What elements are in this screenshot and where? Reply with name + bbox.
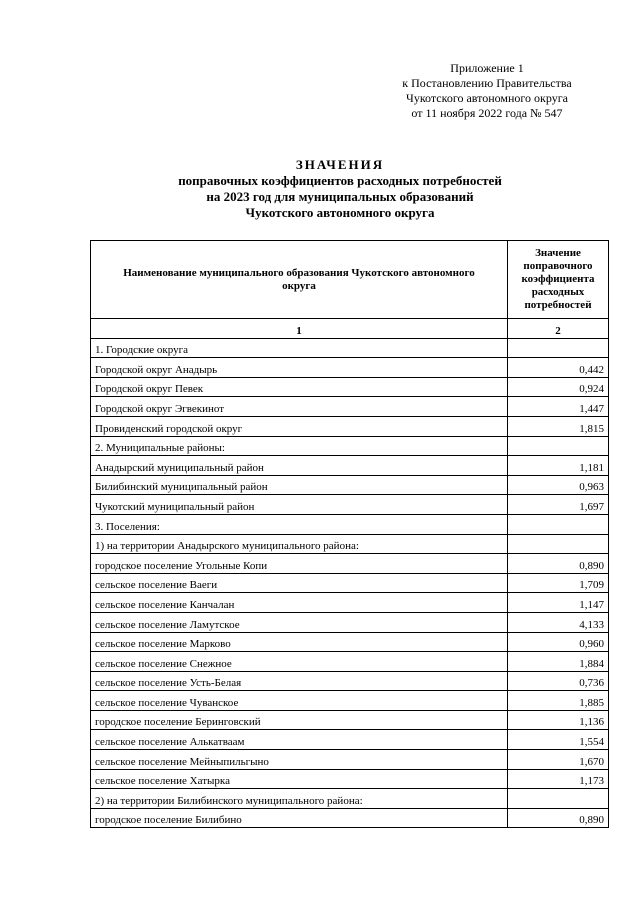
title-sub-2: на 2023 год для муниципальных образований [206, 189, 474, 204]
table-row [91, 612, 609, 632]
appendix-line-3: Чукотского автономного округа [406, 91, 568, 105]
row-value: 1,147 [508, 593, 609, 613]
row-name: городское поселение Беринговский [91, 710, 508, 730]
row-value [508, 514, 609, 534]
row-name: сельское поселение Канчалан [91, 593, 508, 613]
row-name: 3. Поселения: [91, 514, 508, 534]
row-name: Анадырский муниципальный район [91, 456, 508, 476]
row-value: 1,709 [508, 573, 609, 593]
row-value [508, 534, 609, 554]
row-name: 1. Городские округа [91, 338, 508, 358]
row-value: 1,173 [508, 769, 609, 789]
table-row [91, 769, 609, 789]
row-value: 0,960 [508, 632, 609, 652]
row-value: 0,924 [508, 377, 609, 397]
row-value: 1,670 [508, 750, 609, 770]
row-name: сельское поселение Марково [91, 632, 508, 652]
header-value-cell: Значение поправочного коэффициента расходных потребностей [508, 241, 609, 319]
table-row [91, 475, 609, 495]
row-value: 4,133 [508, 612, 609, 632]
appendix-line-2: к Постановлению Правительства [402, 76, 572, 90]
row-name: сельское поселение Ваеги [91, 573, 508, 593]
row-value: 0,890 [508, 554, 609, 574]
table-row [91, 593, 609, 613]
title-sub-3: Чукотского автономного округа [245, 205, 435, 220]
row-value: 0,890 [508, 808, 609, 828]
table-row [91, 534, 609, 554]
row-value: 1,815 [508, 416, 609, 436]
table-row [91, 691, 609, 711]
table-row [91, 397, 609, 417]
row-name: 1) на территории Анадырского муниципального района: [91, 534, 508, 554]
row-name: сельское поселение Ламутское [91, 612, 508, 632]
appendix-line-4: от 11 ноября 2022 года № 547 [411, 106, 563, 120]
row-name: городское поселение Угольные Копи [91, 554, 508, 574]
table-row [91, 338, 609, 358]
row-value: 1,136 [508, 710, 609, 730]
table-row [91, 456, 609, 476]
row-value [508, 436, 609, 456]
column-number-1: 1 [91, 319, 508, 339]
row-name: Провиденский городской округ [91, 416, 508, 436]
table-row [91, 514, 609, 534]
table-row [91, 710, 609, 730]
table-row [91, 358, 609, 378]
row-value: 1,447 [508, 397, 609, 417]
table-row [91, 671, 609, 691]
row-name: Городской округ Певек [91, 377, 508, 397]
row-value: 1,697 [508, 495, 609, 515]
table-row [91, 436, 609, 456]
row-name: Городской округ Эгвекинот [91, 397, 508, 417]
table-row [91, 495, 609, 515]
row-value: 0,963 [508, 475, 609, 495]
appendix-header [387, 61, 587, 121]
appendix-line-1: Приложение 1 [450, 61, 524, 75]
column-number-2: 2 [508, 319, 609, 339]
row-value: 1,885 [508, 691, 609, 711]
table-row [91, 750, 609, 770]
row-name: сельское поселение Хатырка [91, 769, 508, 789]
row-name: сельское поселение Чуванское [91, 691, 508, 711]
row-name: сельское поселение Снежное [91, 652, 508, 672]
row-name: 2. Муниципальные районы: [91, 436, 508, 456]
row-name: Городской округ Анадырь [91, 358, 508, 378]
column-number-row [91, 319, 609, 339]
table-header-row [91, 241, 609, 319]
row-value: 1,554 [508, 730, 609, 750]
row-name: городское поселение Билибино [91, 808, 508, 828]
table-row [91, 730, 609, 750]
document-title [0, 156, 640, 221]
table-row [91, 789, 609, 809]
row-value: 1,884 [508, 652, 609, 672]
table-row [91, 377, 609, 397]
table-row [91, 416, 609, 436]
table-row [91, 652, 609, 672]
row-value: 0,736 [508, 671, 609, 691]
header-name-cell: Наименование муниципального образования Чукотского автономного округа [91, 241, 508, 319]
row-value: 0,442 [508, 358, 609, 378]
row-value: 1,181 [508, 456, 609, 476]
row-name: Чукотский муниципальный район [91, 495, 508, 515]
row-name: Билибинский муниципальный район [91, 475, 508, 495]
table-row [91, 573, 609, 593]
row-name: сельское поселение Мейныпильгыно [91, 750, 508, 770]
coefficients-table [90, 240, 609, 828]
table-row [91, 554, 609, 574]
title-main: ЗНАЧЕНИЯ [295, 157, 385, 172]
row-name: 2) на территории Билибинского муниципального района: [91, 789, 508, 809]
row-value [508, 338, 609, 358]
table-row [91, 808, 609, 828]
row-name: сельское поселение Усть-Белая [91, 671, 508, 691]
row-name: сельское поселение Алькатваам [91, 730, 508, 750]
table-row [91, 632, 609, 652]
title-sub-1: поправочных коэффициентов расходных потребностей [178, 173, 502, 188]
row-value [508, 789, 609, 809]
